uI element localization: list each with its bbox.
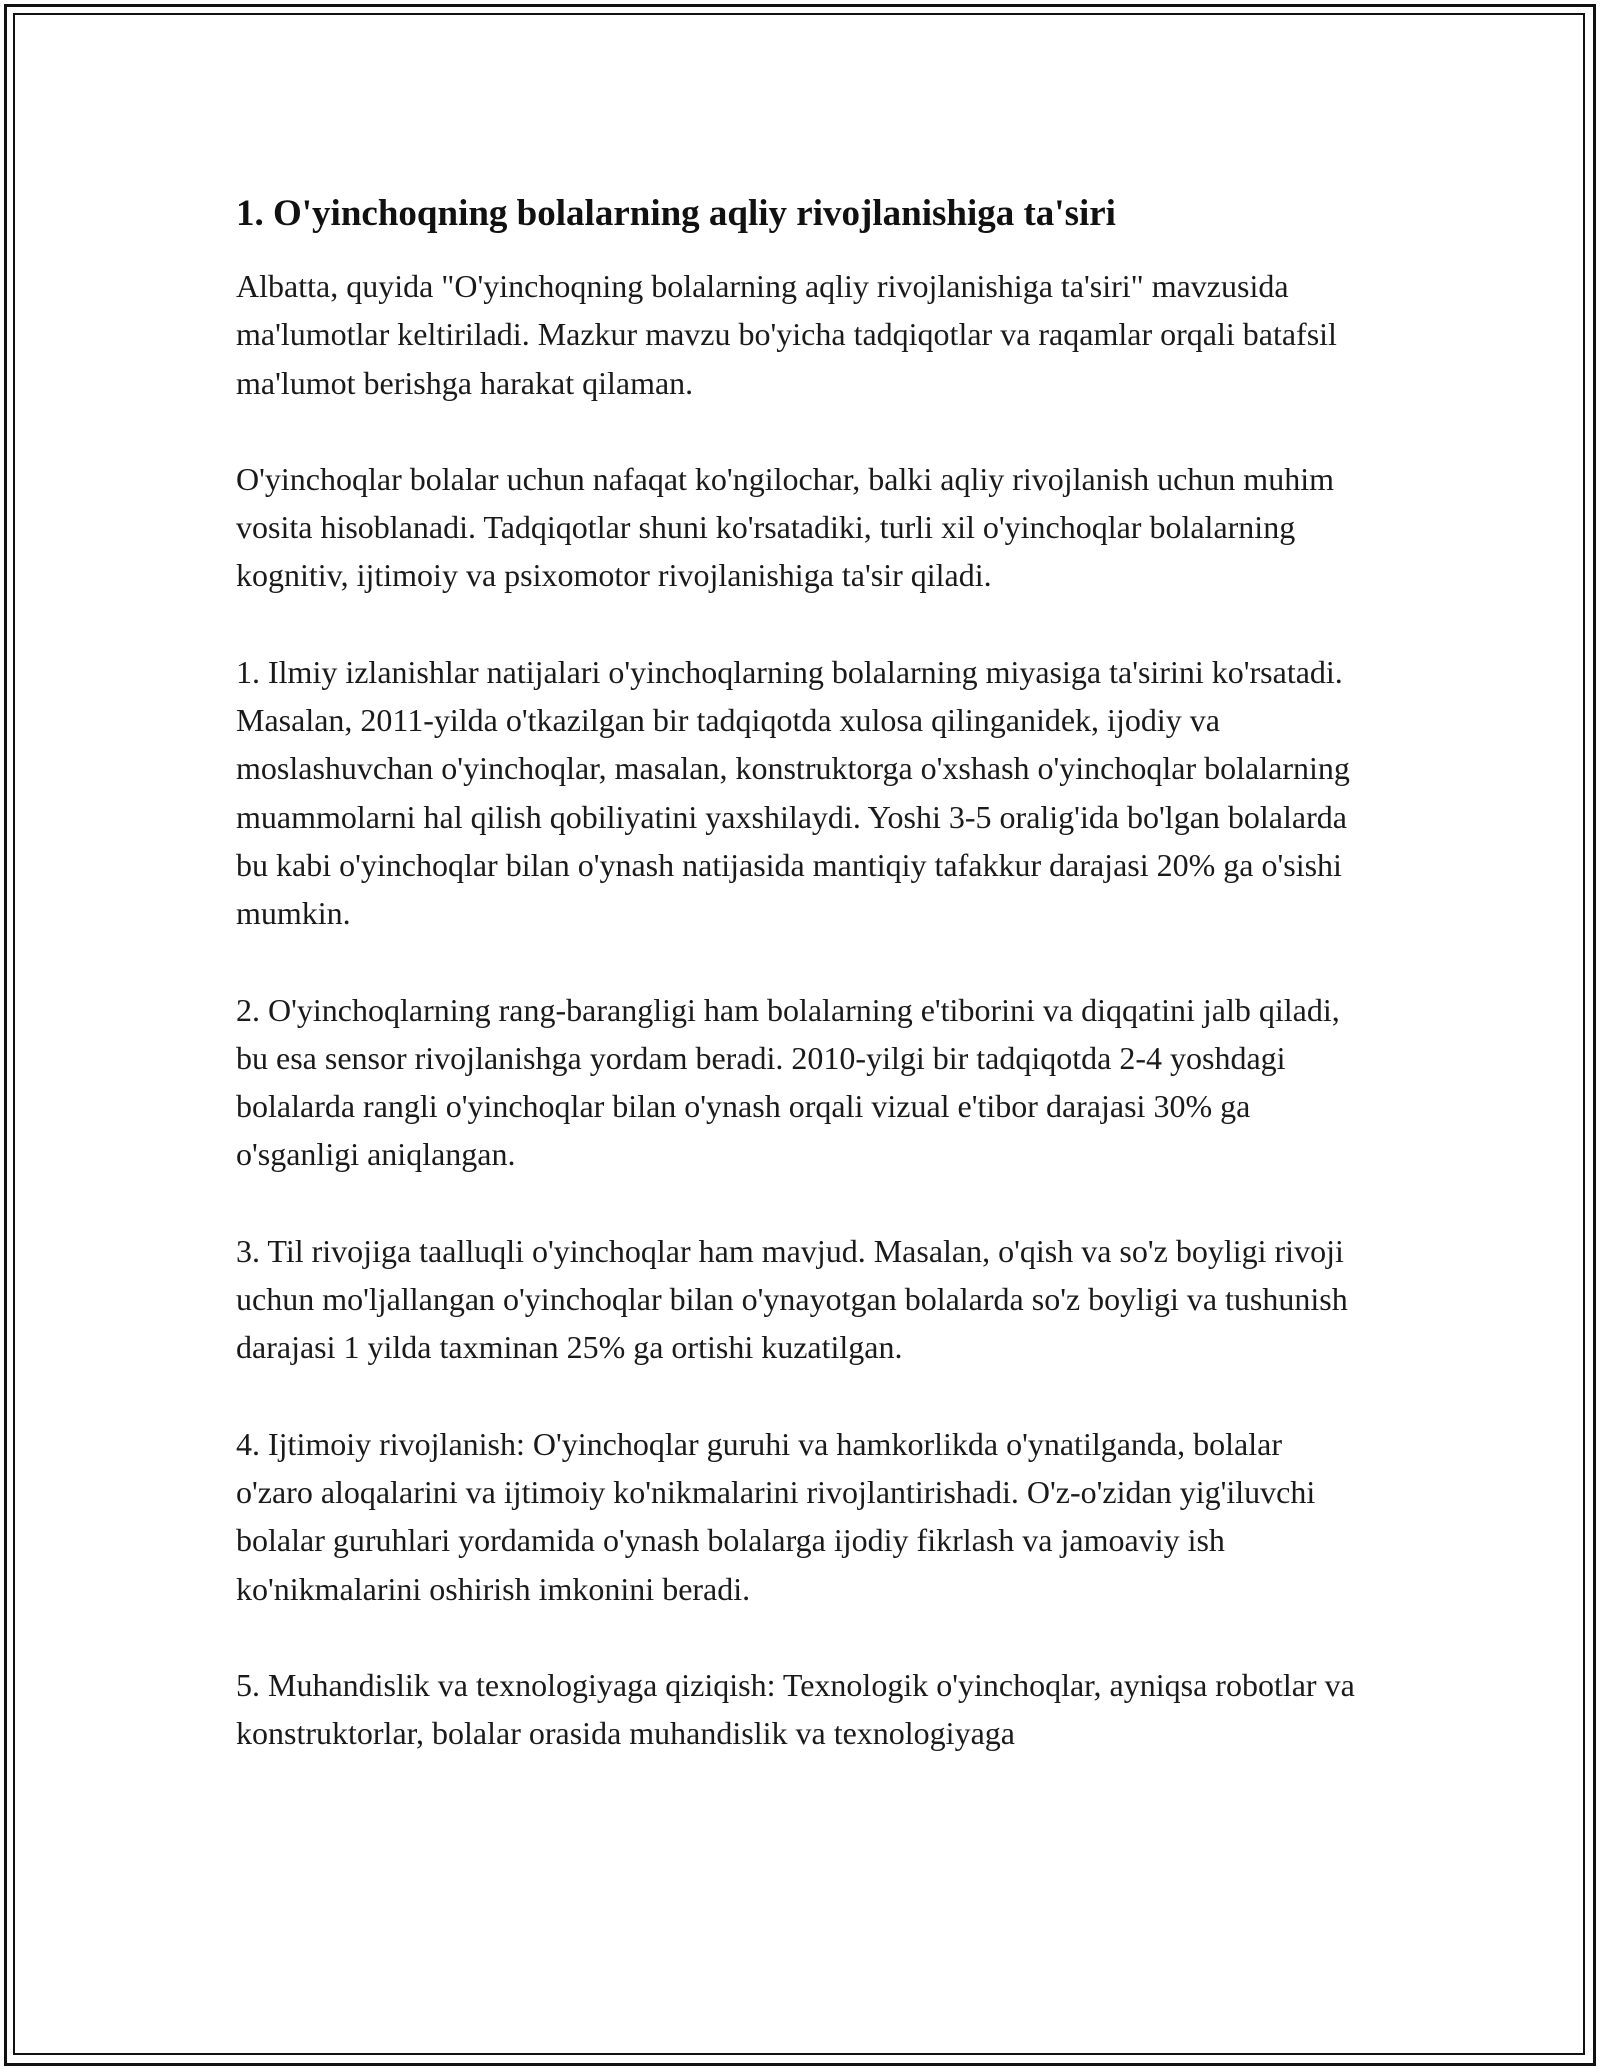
paragraph-point-4: 4. Ijtimoiy rivojlanish: O'yinchoqlar guruhi va hamkorlikda o'ynatilganda, bolalar o'zaro aloqalarini va ijtimoiy ko'nikmalarini rivojlantirishadi. O'z-o'zidan yig'iluvchi bolalar guruhlari yordamida o'ynash bolalarga ijodiy fikrlash va jamoaviy ish ko'nikmalarini oshirish imkonini beradi.	[236, 1425, 1316, 1607]
paragraph-point-3: 3. Til rivojiga taalluqli o'yinchoqlar ham mavjud. Masalan, o'qish va so'z boyligi rivoji uchun mo'ljallangan o'yinchoqlar bilan o'ynayotgan bolalarda so'z boyligi va tushunish darajasi 1 yilda taxminan 25% ga ortishi kuzatilgan.	[236, 1232, 1348, 1366]
document-body	[236, 188, 1366, 1805]
paragraph-point-1: 1. Ilmiy izlanishlar natijalari o'yinchoqlarning bolalarning miyasiga ta'sirini ko'rsatadi. Masalan, 2011-yilda o'tkazilgan bir tadqiqotda xulosa qilinganidek, ijodiy va moslashuvchan o'yinchoqlar, masalan, konstruktorga o'xshash o'yinchoqlar bolalarning muammolarni hal qilish qobiliyatini yaxshilaydi. Yoshi 3-5 oralig'ida bo'lgan bolalarda bu kabi o'yinchoqlar bilan o'ynash natijasida mantiqiy tafakkur darajasi 20% ga o'sishi mumkin.	[236, 653, 1350, 932]
paragraph-overview: O'yinchoqlar bolalar uchun nafaqat ko'ngilochar, balki aqliy rivojlanish uchun muhim vosita hisoblanadi. Tadqiqotlar shuni ko'rsatadiki, turli xil o'yinchoqlar bolalarning kognitiv, ijtimoiy va psixomotor rivojlanishiga ta'sir qiladi.	[236, 460, 1334, 594]
paragraph-intro: Albatta, quyida "O'yinchoqning bolalarning aqliy rivojlanishiga ta'siri" mavzusida ma'lumotlar keltiriladi. Mazkur mavzu bo'yicha tadqiqotlar va raqamlar orqali batafsil ma'lumot berishga harakat qilaman.	[236, 268, 1337, 401]
paragraph-point-5: 5. Muhandislik va texnologiyaga qiziqish: Texnologik o'yinchoqlar, ayniqsa robotlar va konstruktorlar, bolalar orasida muhandislik va texnologiyaga	[236, 1666, 1355, 1752]
document-title: 1. O'yinchoqning bolalarning aqliy rivojlanishiga ta'siri	[236, 193, 1116, 234]
paragraph-point-2: 2. O'yinchoqlarning rang-barangligi ham bolalarning e'tiborini va diqqatini jalb qiladi, bu esa sensor rivojlanishga yordam beradi. 2010-yilgi bir tadqiqotda 2-4 yoshdagi bolalarda rangli o'yinchoqlar bilan o'ynash orqali vizual e'tibor darajasi 30% ga o'sganligi aniqlangan.	[236, 991, 1340, 1173]
